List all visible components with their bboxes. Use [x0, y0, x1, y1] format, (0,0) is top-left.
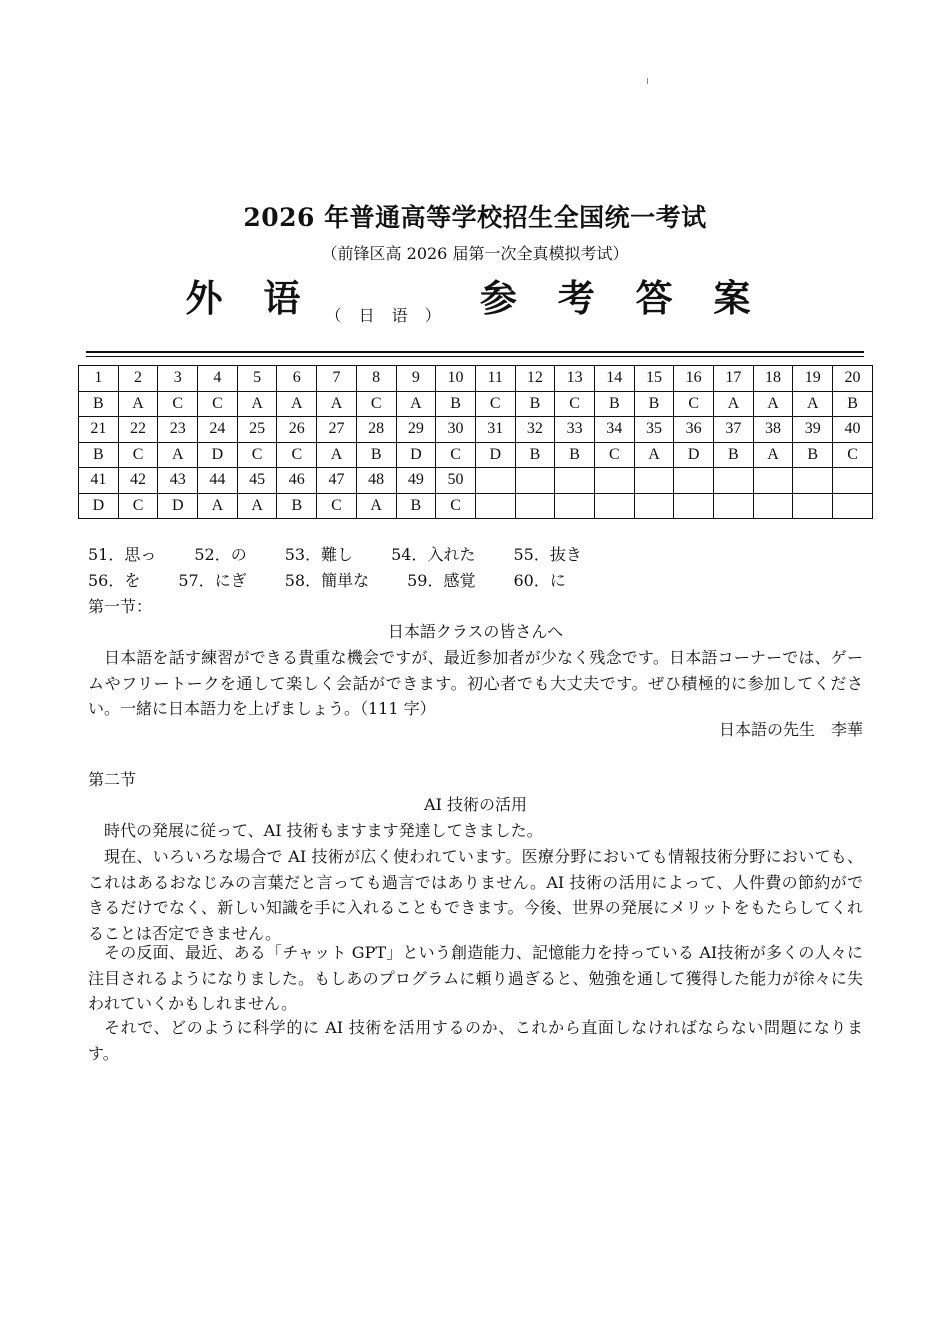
answer-cell: C: [158, 391, 198, 417]
question-number-cell: [475, 468, 515, 494]
answer-cell: D: [198, 442, 238, 468]
question-number-cell: 50: [436, 468, 476, 494]
question-number-cell: 12: [515, 366, 555, 392]
question-number-cell: 4: [198, 366, 238, 392]
question-number-cell: 30: [436, 417, 476, 443]
subject-name: 外 语: [185, 276, 315, 320]
fill-answer: 59．感覚: [407, 571, 476, 590]
fill-in-line-1: [88, 542, 863, 568]
answer-cell: B: [714, 442, 754, 468]
answer-cell: A: [793, 391, 833, 417]
question-number-cell: 29: [396, 417, 436, 443]
question-number-cell: 35: [634, 417, 674, 443]
question-number-cell: 6: [277, 366, 317, 392]
answer-cell: B: [436, 391, 476, 417]
answer-cell: [793, 493, 833, 519]
question-number-cell: 28: [356, 417, 396, 443]
subject-heading: [0, 268, 950, 326]
question-number-cell: 10: [436, 366, 476, 392]
question-number-cell: 37: [714, 417, 754, 443]
answer-cell: C: [198, 391, 238, 417]
scan-mark: [647, 78, 648, 84]
question-number-cell: 48: [356, 468, 396, 494]
answer-cell: A: [277, 391, 317, 417]
answer-cell: B: [79, 442, 119, 468]
question-number-cell: 25: [237, 417, 277, 443]
answer-cell: A: [118, 391, 158, 417]
fill-answer: 57．にぎ: [178, 571, 247, 590]
answer-cell: A: [356, 493, 396, 519]
answer-cell: B: [594, 391, 634, 417]
question-number-cell: [793, 468, 833, 494]
answer-row: [79, 391, 873, 417]
question-number-cell: 24: [198, 417, 238, 443]
question-number-cell: 7: [317, 366, 357, 392]
question-number-cell: 27: [317, 417, 357, 443]
answer-cell: D: [674, 442, 714, 468]
answer-cell: C: [833, 442, 873, 468]
question-number-cell: [753, 468, 793, 494]
question-number-cell: 31: [475, 417, 515, 443]
answer-cell: A: [317, 442, 357, 468]
fill-answer: 58．簡単な: [284, 571, 370, 590]
question-number-cell: 38: [753, 417, 793, 443]
question-number-cell: 36: [674, 417, 714, 443]
answer-cell: C: [118, 493, 158, 519]
answer-cell: B: [515, 391, 555, 417]
question-number-cell: 2: [118, 366, 158, 392]
answer-cell: D: [79, 493, 119, 519]
answer-cell: B: [396, 493, 436, 519]
question-number-cell: 1: [79, 366, 119, 392]
answer-cell: [753, 493, 793, 519]
answer-cell: C: [118, 442, 158, 468]
answer-cell: [634, 493, 674, 519]
fill-answer: 54．入れた: [391, 545, 476, 564]
essay-title: AI 技術の活用: [424, 795, 527, 814]
fill-answer: 56．を: [88, 571, 141, 590]
answer-cell: C: [594, 442, 634, 468]
question-number-cell: 47: [317, 468, 357, 494]
answer-row: [79, 493, 873, 519]
answer-cell: [555, 493, 595, 519]
question-number-cell: 20: [833, 366, 873, 392]
answer-cell: A: [753, 391, 793, 417]
fill-answer: 51．思っ: [88, 545, 157, 564]
question-number-cell: 21: [79, 417, 119, 443]
question-number-cell: 46: [277, 468, 317, 494]
answer-cell: D: [475, 442, 515, 468]
question-number-cell: 5: [237, 366, 277, 392]
answer-cell: C: [277, 442, 317, 468]
answer-cell: [674, 493, 714, 519]
fill-answer: 60．に: [513, 571, 566, 590]
question-number-cell: 13: [555, 366, 595, 392]
answer-cell: B: [634, 391, 674, 417]
answer-cell: B: [555, 442, 595, 468]
question-number-row: [79, 468, 873, 494]
question-number-cell: 26: [277, 417, 317, 443]
question-number-cell: 18: [753, 366, 793, 392]
letter-body: 日本語を話す練習ができる貴重な機会ですが、最近参加者が少なく残念です。日本語コーナーでは、ゲームやフリートークを通して楽しく会話ができます。初心者でも大丈夫です。ぜひ積極的に参加してください。一緒に日本語力を上げましょう。（111 字）: [88, 648, 863, 719]
answer-cell: C: [436, 493, 476, 519]
answer-cell: B: [515, 442, 555, 468]
question-number-cell: 42: [118, 468, 158, 494]
divider-thick: [86, 351, 864, 353]
answer-row: [79, 442, 873, 468]
answer-cell: [594, 493, 634, 519]
question-number-cell: 16: [674, 366, 714, 392]
answer-cell: A: [714, 391, 754, 417]
answer-cell: C: [356, 391, 396, 417]
answer-cell: C: [436, 442, 476, 468]
question-number-cell: 8: [356, 366, 396, 392]
answer-cell: B: [793, 442, 833, 468]
answer-cell: A: [634, 442, 674, 468]
answer-cell: [833, 493, 873, 519]
letter-signature: 日本語の先生 李華: [718, 720, 863, 739]
answer-cell: B: [356, 442, 396, 468]
fill-answer: 53．難し: [284, 545, 354, 564]
answer-cell: C: [674, 391, 714, 417]
answer-cell: C: [555, 391, 595, 417]
answer-cell: C: [317, 493, 357, 519]
question-number-cell: 22: [118, 417, 158, 443]
answer-cell: A: [198, 493, 238, 519]
question-number-cell: [674, 468, 714, 494]
answer-key-label: 参 考 答 案: [479, 276, 765, 320]
question-number-cell: 44: [198, 468, 238, 494]
question-number-cell: [594, 468, 634, 494]
question-number-cell: 19: [793, 366, 833, 392]
question-number-cell: 15: [634, 366, 674, 392]
question-number-cell: 9: [396, 366, 436, 392]
fill-answer: 55．抜き: [513, 545, 582, 564]
essay-paragraph: その反面、最近、ある「チャット GPT」という創造能力、記憶能力を持っている AI技術が多くの人々に注目されるようになりました。もしあのプログラムに頼り過ぎると、勉強を通して獲得した能力が徐々に失われていくかもしれません。: [88, 943, 863, 1014]
answer-cell: C: [475, 391, 515, 417]
essay-paragraph: 時代の発展に従って、AI 技術もますます発達してきました。: [104, 821, 543, 840]
question-number-cell: [515, 468, 555, 494]
question-number-cell: 43: [158, 468, 198, 494]
section2-heading: 第二节: [88, 770, 137, 789]
answer-table: [78, 365, 873, 519]
fill-in-line-2: [88, 568, 863, 594]
answer-cell: A: [317, 391, 357, 417]
answer-cell: [475, 493, 515, 519]
question-number-row: [79, 417, 873, 443]
divider-thin: [86, 356, 864, 357]
answer-cell: B: [277, 493, 317, 519]
answer-cell: B: [833, 391, 873, 417]
exam-title: 2026 年普通高等学校招生全国统一考试: [243, 203, 707, 232]
essay-paragraph: それで、どのように科学的に AI 技術を活用するのか、これから直面しなければならない問題になります。: [88, 1018, 863, 1063]
answer-cell: A: [753, 442, 793, 468]
answer-cell: A: [158, 442, 198, 468]
question-number-cell: [714, 468, 754, 494]
question-number-cell: 40: [833, 417, 873, 443]
answer-cell: A: [237, 493, 277, 519]
question-number-cell: 45: [237, 468, 277, 494]
question-number-cell: 11: [475, 366, 515, 392]
question-number-cell: 39: [793, 417, 833, 443]
question-number-cell: 34: [594, 417, 634, 443]
question-number-cell: [555, 468, 595, 494]
answer-cell: [515, 493, 555, 519]
answer-cell: [714, 493, 754, 519]
question-number-cell: [634, 468, 674, 494]
question-number-cell: 49: [396, 468, 436, 494]
question-number-row: [79, 366, 873, 392]
letter-title: 日本語クラスの皆さんへ: [387, 622, 564, 641]
question-number-cell: 3: [158, 366, 198, 392]
answer-cell: A: [237, 391, 277, 417]
answer-cell: B: [79, 391, 119, 417]
subject-language: （ 日 语 ）: [325, 306, 447, 325]
question-number-cell: [833, 468, 873, 494]
question-number-cell: 33: [555, 417, 595, 443]
question-number-cell: 23: [158, 417, 198, 443]
question-number-cell: 41: [79, 468, 119, 494]
answer-cell: A: [396, 391, 436, 417]
answer-cell: D: [158, 493, 198, 519]
essay-paragraph: 現在、いろいろな場合で AI 技術が広く使われています。医療分野においても情報技術分野においても、これはあるおなじみの言葉だと言っても過言ではありません。AI 技術の活用によって、人件費の節約ができるだけでなく、新しい知識を手に入れることもできます。今後、世界の発展にメリットをもたらしてくれることは否定できません。: [88, 847, 863, 943]
question-number-cell: 32: [515, 417, 555, 443]
question-number-cell: 14: [594, 366, 634, 392]
answer-cell: C: [237, 442, 277, 468]
fill-answer: 52．の: [194, 545, 247, 564]
section1-heading: 第一节：: [88, 597, 153, 616]
question-number-cell: 17: [714, 366, 754, 392]
answer-cell: D: [396, 442, 436, 468]
exam-subtitle: （前锋区高 2026 届第一次全真模拟考试）: [321, 244, 629, 263]
